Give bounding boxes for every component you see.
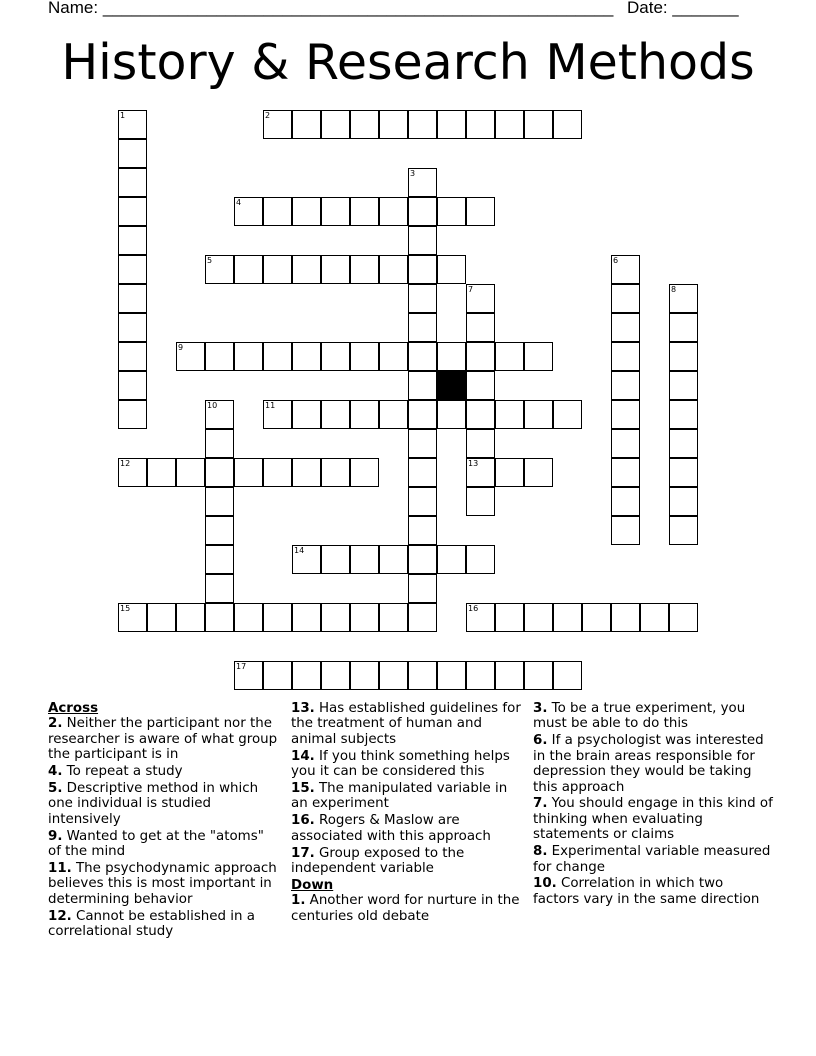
grid-cell[interactable] xyxy=(611,400,640,429)
clue-number: 8 xyxy=(671,285,677,294)
clue-item-text: To repeat a study xyxy=(62,764,183,780)
clue-number: 12 xyxy=(120,459,131,468)
grid-cell[interactable] xyxy=(263,197,292,226)
grid-cell[interactable] xyxy=(350,197,379,226)
clue-item-number: 2. xyxy=(48,716,63,732)
grid-cell[interactable] xyxy=(205,516,234,545)
grid-cell[interactable] xyxy=(118,139,147,168)
clue-item xyxy=(533,701,773,732)
grid-cell[interactable] xyxy=(408,603,437,632)
date-line[interactable]: _______ xyxy=(672,0,739,17)
clue-item-text: To be a true experiment, you must be able to do this xyxy=(533,701,746,732)
clue-item-text: If a psychologist was interested in the brain areas responsible for depression they would be taking this approach xyxy=(533,733,764,795)
grid-cell[interactable] xyxy=(611,516,640,545)
grid-cell[interactable] xyxy=(350,661,379,690)
clue-item xyxy=(291,781,523,812)
grid-cell[interactable] xyxy=(611,429,640,458)
clue-item-number: 15. xyxy=(291,781,315,797)
grid-cell[interactable] xyxy=(611,603,640,632)
grid-cell[interactable] xyxy=(205,429,234,458)
grid-cell[interactable] xyxy=(321,400,350,429)
grid-cell[interactable] xyxy=(437,255,466,284)
grid-cell[interactable] xyxy=(321,197,350,226)
grid-cell[interactable] xyxy=(408,284,437,313)
grid-cell[interactable] xyxy=(118,342,147,371)
grid-cell[interactable] xyxy=(466,284,495,313)
clue-item-number: 11. xyxy=(48,861,72,877)
grid-cell[interactable] xyxy=(437,400,466,429)
grid-cell[interactable] xyxy=(466,197,495,226)
clue-item-text: Cannot be established in a correlational study xyxy=(48,908,255,940)
grid-cell[interactable] xyxy=(147,458,176,487)
clue-number: 7 xyxy=(468,285,474,294)
grid-cell[interactable] xyxy=(466,458,495,487)
grid-cell[interactable] xyxy=(118,284,147,313)
down-clue-list xyxy=(291,893,523,924)
grid-cell[interactable] xyxy=(379,545,408,574)
clue-item xyxy=(48,781,280,827)
clue-number: 9 xyxy=(178,343,184,352)
clue-column-3 xyxy=(533,701,773,909)
clue-item-text: Has established guidelines for the treatment of human and animal subjects xyxy=(291,701,521,747)
clue-number: 15 xyxy=(120,604,131,613)
grid-cell[interactable] xyxy=(611,255,640,284)
clue-item-text: Group exposed to the independent variable xyxy=(291,845,465,877)
grid-cell[interactable] xyxy=(669,429,698,458)
clue-item-number: 7. xyxy=(533,796,548,812)
grid-cell[interactable] xyxy=(524,110,553,139)
clue-column-1 xyxy=(48,701,280,941)
grid-cell[interactable] xyxy=(292,110,321,139)
grid-cell[interactable] xyxy=(611,487,640,516)
grid-cell[interactable] xyxy=(466,313,495,342)
grid-cell[interactable] xyxy=(553,400,582,429)
clue-item-number: 14. xyxy=(291,748,315,764)
grid-cell[interactable] xyxy=(379,342,408,371)
grid-cell[interactable] xyxy=(350,545,379,574)
grid-cell[interactable] xyxy=(234,197,263,226)
name-line[interactable]: ______________________________________________________ xyxy=(102,0,614,17)
grid-cell[interactable] xyxy=(524,400,553,429)
grid-cell[interactable] xyxy=(234,342,263,371)
grid-cell[interactable] xyxy=(205,545,234,574)
grid-cell[interactable] xyxy=(205,487,234,516)
grid-cell[interactable] xyxy=(118,168,147,197)
grid-cell[interactable] xyxy=(118,197,147,226)
grid-cell[interactable] xyxy=(553,110,582,139)
grid-cell[interactable] xyxy=(524,661,553,690)
grid-cell[interactable] xyxy=(176,458,205,487)
grid-cell[interactable] xyxy=(350,603,379,632)
down-clue-list-continued xyxy=(533,701,773,907)
grid-cell[interactable] xyxy=(495,342,524,371)
grid-cell[interactable] xyxy=(321,110,350,139)
grid-cell[interactable] xyxy=(437,342,466,371)
grid-cell[interactable] xyxy=(321,661,350,690)
grid-cell[interactable] xyxy=(408,197,437,226)
clue-item-text: The manipulated variable in an experiment xyxy=(291,781,508,812)
clue-item-number: 4. xyxy=(48,764,63,780)
grid-cell[interactable] xyxy=(669,487,698,516)
grid-cell[interactable] xyxy=(321,603,350,632)
grid-cell[interactable] xyxy=(640,603,669,632)
grid-cell[interactable] xyxy=(669,371,698,400)
grid-cell[interactable] xyxy=(263,342,292,371)
grid-cell[interactable] xyxy=(495,661,524,690)
grid-cell[interactable] xyxy=(292,545,321,574)
grid-cell[interactable] xyxy=(669,342,698,371)
clue-number: 10 xyxy=(207,401,218,410)
grid-cell[interactable] xyxy=(437,197,466,226)
grid-cell[interactable] xyxy=(611,284,640,313)
clue-item-number: 12. xyxy=(48,908,72,924)
grid-cell[interactable] xyxy=(408,255,437,284)
grid-cell[interactable] xyxy=(292,603,321,632)
grid-cell[interactable] xyxy=(437,661,466,690)
grid-cell[interactable] xyxy=(437,110,466,139)
clue-number: 17 xyxy=(236,662,247,671)
clue-item xyxy=(533,844,773,875)
grid-cell[interactable] xyxy=(611,458,640,487)
grid-cell[interactable] xyxy=(466,661,495,690)
grid-cell[interactable] xyxy=(553,661,582,690)
clue-item xyxy=(48,716,280,762)
clue-number: 5 xyxy=(207,256,213,265)
grid-cell[interactable] xyxy=(176,342,205,371)
black-square xyxy=(437,371,466,400)
grid-cell[interactable] xyxy=(234,661,263,690)
name-label: Name: xyxy=(48,0,99,17)
grid-cell[interactable] xyxy=(524,342,553,371)
grid-cell[interactable] xyxy=(118,603,147,632)
grid-cell[interactable] xyxy=(408,458,437,487)
clue-item-number: 16. xyxy=(291,813,315,829)
grid-cell[interactable] xyxy=(466,110,495,139)
clue-number: 6 xyxy=(613,256,619,265)
grid-cell[interactable] xyxy=(669,603,698,632)
grid-cell[interactable] xyxy=(379,110,408,139)
grid-cell[interactable] xyxy=(321,255,350,284)
grid-cell[interactable] xyxy=(669,400,698,429)
grid-cell[interactable] xyxy=(466,545,495,574)
grid-cell[interactable] xyxy=(466,371,495,400)
grid-cell[interactable] xyxy=(118,371,147,400)
grid-cell[interactable] xyxy=(263,603,292,632)
grid-cell[interactable] xyxy=(350,400,379,429)
grid-cell[interactable] xyxy=(263,400,292,429)
grid-cell[interactable] xyxy=(408,574,437,603)
clue-number: 2 xyxy=(265,111,271,120)
grid-cell[interactable] xyxy=(495,400,524,429)
across-clue-list xyxy=(48,716,280,939)
grid-cell[interactable] xyxy=(582,603,611,632)
grid-cell[interactable] xyxy=(205,400,234,429)
grid-cell[interactable] xyxy=(350,342,379,371)
clue-item-number: 13. xyxy=(291,701,315,716)
grid-cell[interactable] xyxy=(292,255,321,284)
grid-cell[interactable] xyxy=(408,313,437,342)
grid-cell[interactable] xyxy=(234,458,263,487)
clue-item xyxy=(533,876,773,907)
grid-cell[interactable] xyxy=(263,458,292,487)
grid-cell[interactable] xyxy=(321,545,350,574)
clue-item-number: 9. xyxy=(48,828,63,844)
grid-cell[interactable] xyxy=(205,255,234,284)
grid-cell[interactable] xyxy=(669,284,698,313)
grid-cell[interactable] xyxy=(205,603,234,632)
grid-cell[interactable] xyxy=(234,255,263,284)
grid-cell[interactable] xyxy=(118,458,147,487)
clue-item-text: Wanted to get at the "atoms" of the mind xyxy=(48,828,264,860)
grid-cell[interactable] xyxy=(147,603,176,632)
grid-cell[interactable] xyxy=(292,458,321,487)
grid-cell[interactable] xyxy=(350,458,379,487)
across-heading: Across xyxy=(48,701,99,716)
page-title: History & Research Methods xyxy=(61,34,755,91)
grid-cell[interactable] xyxy=(669,458,698,487)
date-label: Date: xyxy=(627,0,668,17)
grid-cell[interactable] xyxy=(408,371,437,400)
grid-cell[interactable] xyxy=(437,545,466,574)
grid-cell[interactable] xyxy=(379,197,408,226)
grid-cell[interactable] xyxy=(553,603,582,632)
grid-cell[interactable] xyxy=(408,661,437,690)
grid-cell[interactable] xyxy=(234,603,263,632)
grid-cell[interactable] xyxy=(292,400,321,429)
clue-item xyxy=(48,861,280,907)
grid-cell[interactable] xyxy=(611,342,640,371)
grid-cell[interactable] xyxy=(495,603,524,632)
grid-cell[interactable] xyxy=(408,516,437,545)
grid-cell[interactable] xyxy=(408,110,437,139)
clue-item-text: Another word for nurture in the centuries old debate xyxy=(291,893,520,924)
grid-cell[interactable] xyxy=(292,661,321,690)
clue-item-text: If you think something helps you it can be considered this xyxy=(291,748,510,780)
grid-cell[interactable] xyxy=(350,110,379,139)
clue-item-text: Experimental variable measured for change xyxy=(533,844,771,875)
grid-cell[interactable] xyxy=(408,545,437,574)
clue-item-number: 6. xyxy=(533,733,548,749)
clue-item-number: 5. xyxy=(48,781,63,797)
clue-number: 4 xyxy=(236,198,242,207)
grid-cell[interactable] xyxy=(611,371,640,400)
clue-item xyxy=(48,764,280,779)
grid-cell[interactable] xyxy=(321,458,350,487)
clue-item-text: Correlation in which two factors vary in the same direction xyxy=(533,876,760,907)
clue-item-number: 17. xyxy=(291,845,315,861)
grid-cell[interactable] xyxy=(118,313,147,342)
clue-item-text: You should engage in this kind of thinking when evaluating statements or claims xyxy=(533,796,773,843)
grid-cell[interactable] xyxy=(495,458,524,487)
grid-cell[interactable] xyxy=(466,487,495,516)
clue-number: 1 xyxy=(120,111,126,120)
grid-cell[interactable] xyxy=(118,226,147,255)
grid-cell[interactable] xyxy=(118,110,147,139)
grid-cell[interactable] xyxy=(466,342,495,371)
down-heading: Down xyxy=(291,877,334,893)
clue-column-2 xyxy=(291,701,523,926)
clue-number: 16 xyxy=(468,604,479,613)
grid-cell[interactable] xyxy=(408,342,437,371)
grid-cell[interactable] xyxy=(263,255,292,284)
clue-item xyxy=(533,796,773,842)
across-clue-list-continued xyxy=(291,701,523,876)
grid-cell[interactable] xyxy=(118,400,147,429)
clue-item xyxy=(48,829,280,860)
grid-cell[interactable] xyxy=(379,255,408,284)
grid-cell[interactable] xyxy=(176,603,205,632)
clue-item xyxy=(533,733,773,795)
clue-item-text: Neither the participant nor the researcher is aware of what group the participant is in xyxy=(48,716,278,763)
grid-cell[interactable] xyxy=(466,429,495,458)
clue-item-text: Rogers & Maslow are associated with this approach xyxy=(291,813,491,844)
clue-item xyxy=(291,893,523,924)
clue-number: 14 xyxy=(294,546,305,555)
grid-cell[interactable] xyxy=(321,342,350,371)
clue-item xyxy=(291,813,523,844)
clue-item xyxy=(291,701,523,747)
grid-cell[interactable] xyxy=(205,342,234,371)
clue-item xyxy=(48,909,280,940)
clue-item xyxy=(291,749,523,780)
clue-item-number: 10. xyxy=(533,876,557,892)
grid-cell[interactable] xyxy=(379,603,408,632)
grid-cell[interactable] xyxy=(408,487,437,516)
grid-cell[interactable] xyxy=(263,110,292,139)
grid-cell[interactable] xyxy=(205,574,234,603)
grid-cell[interactable] xyxy=(524,458,553,487)
clue-item-number: 8. xyxy=(533,844,548,860)
grid-cell[interactable] xyxy=(408,168,437,197)
grid-cell[interactable] xyxy=(495,110,524,139)
grid-cell[interactable] xyxy=(379,661,408,690)
grid-cell[interactable] xyxy=(524,603,553,632)
clue-number: 13 xyxy=(468,459,479,468)
clue-number: 11 xyxy=(265,401,276,410)
clue-item-number: 1. xyxy=(291,893,306,909)
grid-cell[interactable] xyxy=(350,255,379,284)
clue-item-text: Descriptive method in which one individual is studied intensively xyxy=(48,781,259,827)
grid-cell[interactable] xyxy=(669,313,698,342)
grid-cell[interactable] xyxy=(408,400,437,429)
grid-cell[interactable] xyxy=(669,516,698,545)
grid-cell[interactable] xyxy=(263,661,292,690)
grid-cell[interactable] xyxy=(292,197,321,226)
grid-cell[interactable] xyxy=(611,313,640,342)
clue-item xyxy=(291,846,523,877)
clue-number: 3 xyxy=(410,169,416,178)
clue-item-number: 3. xyxy=(533,701,548,716)
grid-cell[interactable] xyxy=(408,429,437,458)
grid-cell[interactable] xyxy=(466,603,495,632)
grid-cell[interactable] xyxy=(379,400,408,429)
grid-cell[interactable] xyxy=(118,255,147,284)
grid-cell[interactable] xyxy=(466,400,495,429)
grid-cell[interactable] xyxy=(292,342,321,371)
grid-cell[interactable] xyxy=(205,458,234,487)
clue-item-text: The psychodynamic approach believes this is most important in determining behavior xyxy=(48,861,277,907)
grid-cell[interactable] xyxy=(408,226,437,255)
